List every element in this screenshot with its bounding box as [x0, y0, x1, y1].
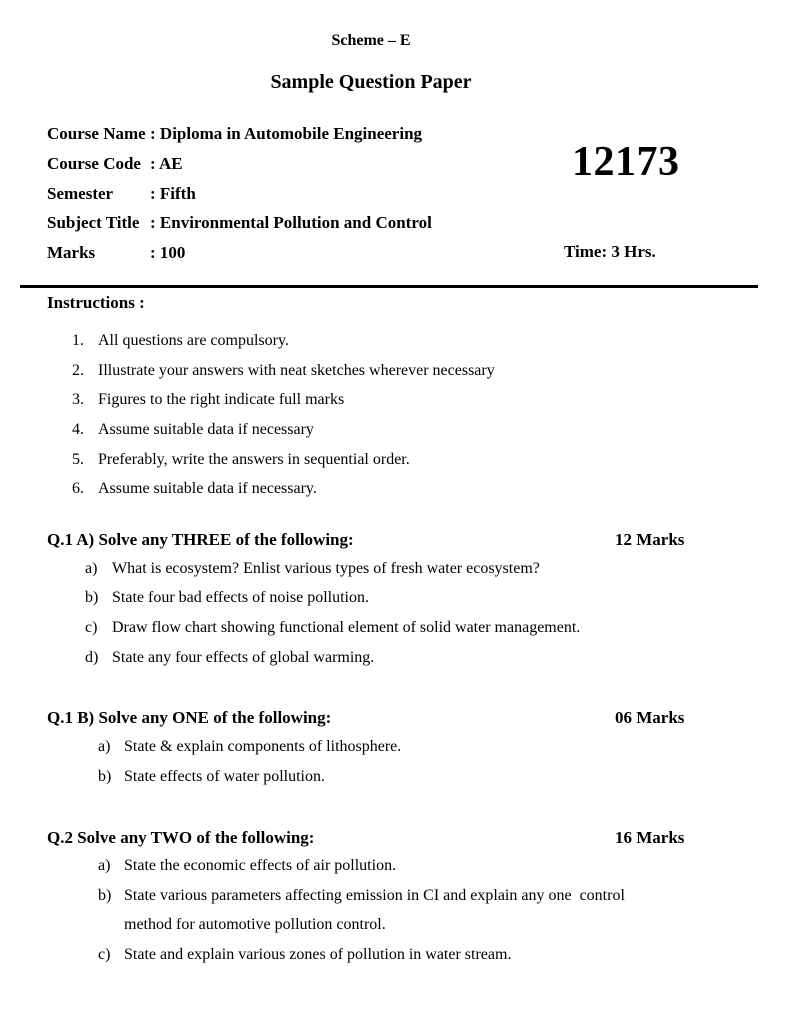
item-text: State & explain components of lithosphere. [124, 738, 402, 755]
item-label: c) [98, 946, 111, 963]
question-heading: Q.1 B) Solve any ONE of the following: [47, 708, 332, 727]
course-name-label: Course Name [47, 124, 146, 143]
item-text: State the economic effects of air pollution. [124, 857, 397, 874]
instruction-text: Figures to the right indicate full marks [98, 391, 345, 408]
time-allowed: Time: 3 Hrs. [564, 242, 656, 261]
item-text: State various parameters affecting emission in CI and explain any one control [124, 887, 625, 904]
item-label: b) [98, 768, 112, 785]
instruction-number: 2. [72, 362, 84, 379]
item-text: State effects of water pollution. [124, 768, 325, 785]
course-code-label: Course Code [47, 154, 141, 173]
question-marks: 12 Marks [615, 530, 685, 549]
item-text: What is ecosystem? Enlist various types of fresh water ecosystem? [112, 560, 540, 577]
item-text: Draw flow chart showing functional element of solid water management. [112, 619, 581, 636]
course-code-value: : AE [150, 154, 183, 173]
subject-title-label: Subject Title [47, 213, 140, 232]
instruction-text: Preferably, write the answers in sequential order. [98, 451, 410, 468]
item-text-continuation: method for automotive pollution control. [124, 916, 386, 933]
instructions-title: Instructions : [47, 293, 145, 312]
question-heading: Q.2 Solve any TWO of the following: [47, 828, 315, 847]
item-label: a) [98, 738, 111, 755]
course-name-value: : Diploma in Automobile Engineering [150, 124, 423, 143]
question-marks: 06 Marks [615, 708, 685, 727]
item-label: c) [85, 619, 98, 636]
item-label: a) [98, 857, 111, 874]
item-label: d) [85, 649, 99, 666]
item-label: b) [85, 589, 99, 606]
question-marks: 16 Marks [615, 828, 685, 847]
marks-value: : 100 [150, 243, 186, 262]
item-text: State and explain various zones of pollution in water stream. [124, 946, 512, 963]
instruction-number: 6. [72, 480, 84, 497]
semester-label: Semester [47, 184, 114, 203]
item-label: b) [98, 887, 112, 904]
instruction-number: 1. [72, 332, 84, 349]
item-label: a) [85, 560, 98, 577]
question-heading: Q.1 A) Solve any THREE of the following: [47, 530, 354, 549]
instruction-text: Assume suitable data if necessary [98, 421, 314, 438]
item-text: State any four effects of global warming. [112, 649, 375, 666]
marks-label: Marks [47, 243, 96, 262]
page-title: Sample Question Paper [270, 71, 472, 93]
instruction-number: 5. [72, 451, 84, 468]
instruction-text: Assume suitable data if necessary. [98, 480, 317, 497]
instruction-number: 4. [72, 421, 84, 438]
paper-code: 12173 [572, 139, 680, 185]
semester-value: : Fifth [150, 184, 196, 203]
instruction-number: 3. [72, 391, 84, 408]
header-divider [20, 285, 758, 288]
scheme-label: Scheme – E [331, 32, 411, 49]
subject-title-value: : Environmental Pollution and Control [150, 213, 432, 232]
item-text: State four bad effects of noise pollution. [112, 589, 369, 606]
instruction-text: All questions are compulsory. [98, 332, 289, 349]
instruction-text: Illustrate your answers with neat sketches wherever necessary [98, 362, 495, 379]
